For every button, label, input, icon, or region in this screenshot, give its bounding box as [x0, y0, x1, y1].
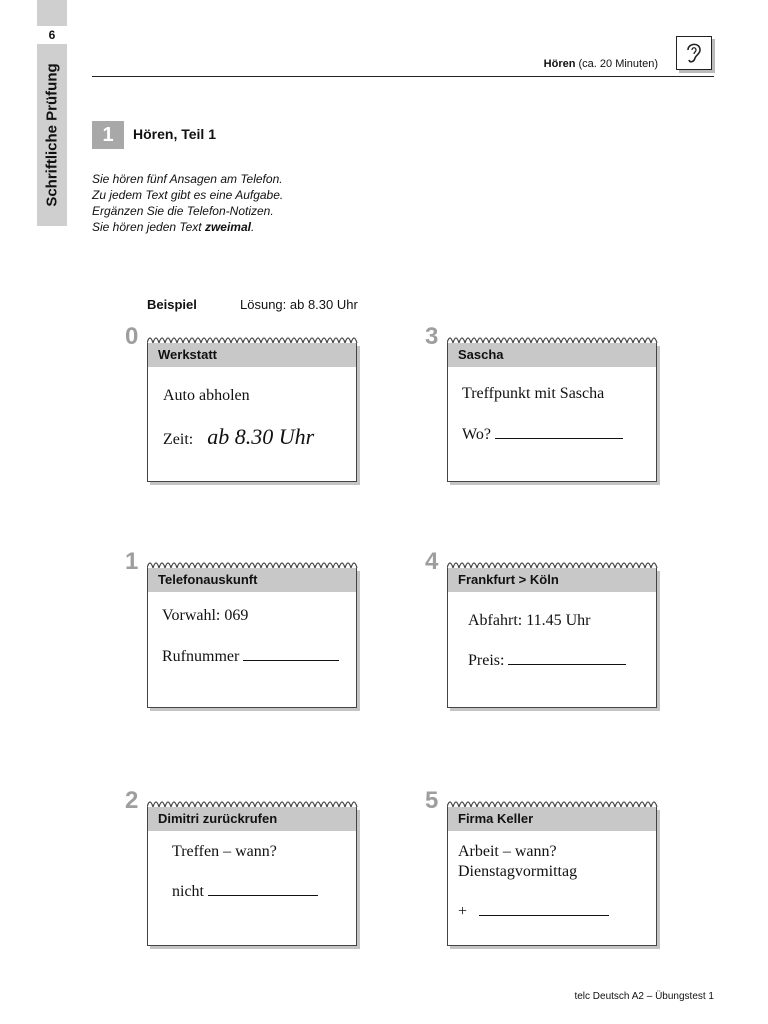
instruction-line	[92, 219, 283, 235]
answer-blank[interactable]	[495, 437, 623, 439]
card-title: Frankfurt > Köln	[448, 568, 656, 592]
card-body	[148, 592, 356, 707]
card-frame	[447, 568, 657, 708]
card-frame	[147, 807, 357, 946]
card-line: Dienstagvormittag	[458, 863, 578, 880]
card-answer-line	[462, 426, 623, 444]
instruction-text: Sie hören jeden Text	[92, 220, 205, 234]
card-body	[448, 831, 656, 945]
handwritten-answer: ab 8.30 Uhr	[207, 424, 315, 449]
card-line: Auto abholen	[163, 387, 250, 404]
card-line: Arbeit – wann?	[458, 843, 557, 860]
card-title: Firma Keller	[448, 807, 656, 831]
card-number: 5	[425, 787, 439, 814]
answer-blank[interactable]	[208, 894, 318, 896]
card-title: Dimitri zurückrufen	[148, 807, 356, 831]
card-line: Treffpunkt mit Sascha	[462, 385, 605, 402]
card-line: Vorwahl: 069	[162, 607, 249, 624]
card-frame	[147, 568, 357, 708]
card-number: 2	[125, 787, 139, 814]
instruction-emphasis: zweimal	[204, 220, 251, 234]
field-label: Zeit:	[163, 431, 194, 448]
field-label: Preis:	[468, 652, 505, 669]
card-answer-line	[163, 424, 314, 450]
card-answer-line	[458, 903, 609, 921]
side-tab	[37, 0, 67, 226]
instruction-line: Sie hören fünf Ansagen am Telefon.	[92, 172, 283, 186]
side-tab-top	[37, 0, 67, 26]
card-number: 1	[125, 548, 139, 575]
part-number: 1	[92, 121, 124, 149]
card-title: Werkstatt	[148, 343, 356, 367]
field-label: Rufnummer	[162, 648, 240, 665]
card-frame	[447, 807, 657, 946]
instructions	[92, 171, 283, 235]
card-body	[148, 831, 356, 945]
example-solution: Lösung: ab 8.30 Uhr	[240, 297, 358, 312]
card-frame	[147, 343, 357, 482]
card-title: Telefonauskunft	[148, 568, 356, 592]
card-body	[148, 367, 356, 481]
example-label: Beispiel	[147, 297, 197, 312]
side-label: Schriftliche Prüfung	[43, 63, 61, 207]
instruction-line: Ergänzen Sie die Telefon-Notizen.	[92, 204, 274, 218]
card-answer-line	[162, 648, 339, 666]
answer-blank[interactable]	[508, 663, 626, 665]
card-line: Treffen – wann?	[172, 843, 277, 860]
part-title: Hören, Teil 1	[133, 126, 216, 142]
card-frame	[447, 343, 657, 482]
header-duration: (ca. 20 Minuten)	[578, 58, 658, 70]
card-number: 4	[425, 548, 439, 575]
answer-blank[interactable]	[243, 659, 339, 661]
field-label: +	[458, 903, 468, 920]
instruction-line: Zu jedem Text gibt es eine Aufgabe.	[92, 188, 284, 202]
answer-blank[interactable]	[479, 914, 609, 916]
instruction-text: .	[251, 220, 255, 234]
ear-icon	[676, 36, 712, 70]
card-title: Sascha	[448, 343, 656, 367]
card-answer-line	[468, 652, 626, 670]
page-footer: telc Deutsch A2 – Übungstest 1	[574, 991, 714, 1002]
card-body	[448, 592, 656, 707]
card-number: 3	[425, 323, 439, 350]
side-label-box	[37, 44, 67, 226]
field-label: Wo?	[462, 426, 491, 443]
header-rule	[92, 76, 714, 77]
card-line: Abfahrt: 11.45 Uhr	[468, 612, 591, 629]
page-number: 6	[48, 28, 56, 42]
card-answer-line	[172, 883, 318, 901]
card-body	[448, 367, 656, 481]
card-number: 0	[125, 323, 139, 350]
field-label: nicht	[172, 883, 204, 900]
header-section: Hören	[543, 58, 576, 70]
header-title	[544, 58, 658, 70]
